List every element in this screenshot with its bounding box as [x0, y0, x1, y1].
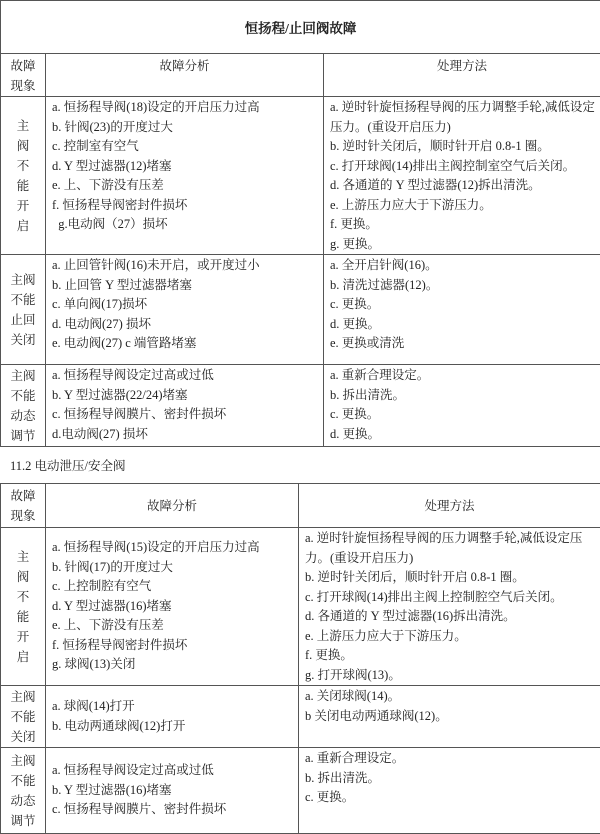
symptom-cell: [1, 97, 46, 255]
list-item: g.电动阀（27）损坏: [46, 215, 323, 235]
list-item: g. 更换。: [324, 235, 600, 255]
method-cell: [324, 255, 600, 365]
list-item: b. 清洗过滤器(12)。: [324, 276, 600, 296]
method-cell: [324, 365, 600, 447]
symptom-line: 故障: [1, 56, 45, 76]
table-row: [1, 97, 600, 255]
list-item: c. 打开球阀(14)排出主阀控制室空气后关闭。: [324, 157, 600, 177]
header-method: 处理方法: [299, 484, 600, 528]
symptom-line: 主阀: [1, 687, 45, 707]
list-item: c. 更换。: [299, 788, 600, 808]
header-symptom: [1, 54, 46, 97]
list-item: e. 电动阀(27) c 端管路堵塞: [46, 334, 323, 354]
list-item: e. 上、下游没有压差: [46, 176, 323, 196]
list-item: c. 控制室有空气: [46, 137, 323, 157]
list-item: a. 重新合理设定。: [299, 749, 600, 769]
symptom-cell: [1, 528, 46, 686]
header-method: 处理方法: [324, 54, 600, 97]
list-item: f. 恒扬程导阀密封件损坏: [46, 196, 323, 216]
symptom-line: 关闭: [1, 727, 45, 747]
list-item: a. 逆时针旋恒扬程导阀的压力调整手轮,减低设定压力。(重设开启压力): [299, 529, 600, 568]
list-item: a. 恒扬程导阀(15)设定的开启压力过高: [46, 538, 298, 558]
symptom-line: 不能: [1, 707, 45, 727]
symptom-line: 不: [1, 156, 45, 176]
symptom-line: 阀: [1, 136, 45, 156]
list-item: f. 更换。: [324, 215, 600, 235]
list-item: a. 球阀(14)打开: [46, 697, 298, 717]
header-analysis: 故障分析: [46, 54, 324, 97]
list-item: c. 单向阀(17)损坏: [46, 295, 323, 315]
table-title: 恒扬程/止回阀故障: [1, 1, 600, 54]
list-item: d.电动阀(27) 损坏: [46, 425, 323, 445]
method-cell: [299, 686, 600, 748]
list-item: e. 更换或清洗: [324, 334, 600, 354]
list-item: b. 拆出清洗。: [299, 769, 600, 789]
list-item: g. 打开球阀(13)。: [299, 666, 600, 686]
list-item: d. Y 型过滤器(16)堵塞: [46, 597, 298, 617]
list-item: d. 电动阀(27) 损坏: [46, 315, 323, 335]
symptom-line: 不: [1, 587, 45, 607]
list-item: a. 恒扬程导阀设定过高或过低: [46, 366, 323, 386]
symptom-cell: [1, 365, 46, 447]
symptom-line: 主阀: [1, 366, 45, 386]
list-item: a. 止回管针阀(16)未开启，或开度过小: [46, 256, 323, 276]
table-row: [1, 255, 600, 365]
analysis-cell: [46, 528, 299, 686]
symptom-line: 启: [1, 216, 45, 236]
symptom-line: 关闭: [1, 330, 45, 350]
list-item: a. 逆时针旋恒扬程导阀的压力调整手轮,减低设定压力。(重设开启压力): [324, 98, 600, 137]
list-item: f. 更换。: [299, 646, 600, 666]
symptom-line: 阀: [1, 567, 45, 587]
analysis-cell: [46, 748, 299, 834]
analysis-cell: [46, 255, 324, 365]
list-item: b. Y 型过滤器(16)堵塞: [46, 781, 298, 801]
header-analysis: 故障分析: [46, 484, 299, 528]
list-item: f. 恒扬程导阀密封件损坏: [46, 636, 298, 656]
list-item: c. 更换。: [324, 405, 600, 425]
symptom-line: 能: [1, 607, 45, 627]
section-heading: 11.2 电动泄压/安全阀: [10, 456, 126, 474]
symptom-line: 开: [1, 196, 45, 216]
symptom-cell: [1, 686, 46, 748]
list-item: c. 恒扬程导阀膜片、密封件损坏: [46, 800, 298, 820]
list-item: e. 上游压力应大于下游压力。: [324, 196, 600, 216]
list-item: g. 球阀(13)关闭: [46, 655, 298, 675]
symptom-line: 不能: [1, 290, 45, 310]
symptom-line: 不能: [1, 386, 45, 406]
list-item: c. 更换。: [324, 295, 600, 315]
symptom-line: 调节: [1, 811, 45, 831]
symptom-line: 主: [1, 116, 45, 136]
method-cell: [299, 528, 600, 686]
list-item: a. 关闭球阀(14)。: [299, 687, 600, 707]
fault-table-relief-valve: [0, 483, 600, 834]
method-cell: [324, 97, 600, 255]
symptom-cell: [1, 748, 46, 834]
list-item: e. 上、下游没有压差: [46, 616, 298, 636]
list-item: a. 全开启针阀(16)。: [324, 256, 600, 276]
list-item: d. Y 型过滤器(12)堵塞: [46, 157, 323, 177]
list-item: b. 拆出清洗。: [324, 386, 600, 406]
symptom-line: 动态: [1, 406, 45, 426]
symptom-line: 动态: [1, 791, 45, 811]
list-item: a. 重新合理设定。: [324, 366, 600, 386]
analysis-cell: [46, 365, 324, 447]
table-row: [1, 748, 600, 834]
symptom-line: 开: [1, 627, 45, 647]
analysis-cell: [46, 686, 299, 748]
list-item: d. 更换。: [324, 425, 600, 445]
header-symptom: [1, 484, 46, 528]
symptom-line: 能: [1, 176, 45, 196]
analysis-cell: [46, 97, 324, 255]
list-item: d. 各通道的 Y 型过滤器(16)拆出清洗。: [299, 607, 600, 627]
symptom-line: 止回: [1, 310, 45, 330]
list-item: d. 各通道的 Y 型过滤器(12)拆出清洗。: [324, 176, 600, 196]
list-item: e. 上游压力应大于下游压力。: [299, 627, 600, 647]
symptom-line: 调节: [1, 426, 45, 446]
method-cell: [299, 748, 600, 834]
list-item: b. 电动两通球阀(12)打开: [46, 717, 298, 737]
list-item: c. 上控制腔有空气: [46, 577, 298, 597]
table-row: [1, 528, 600, 686]
list-item: a. 恒扬程导阀(18)设定的开启压力过高: [46, 98, 323, 118]
symptom-line: 启: [1, 647, 45, 667]
list-item: b. 止回管 Y 型过滤器堵塞: [46, 276, 323, 296]
list-item: b. 针阀(23)的开度过大: [46, 118, 323, 138]
list-item: b. 针阀(17)的开度过大: [46, 558, 298, 578]
list-item: b 关闭电动两通球阀(12)。: [299, 707, 600, 727]
list-item: b. 逆时针关闭后，顺时针开启 0.8-1 圈。: [299, 568, 600, 588]
list-item: c. 打开球阀(14)排出主阀上控制腔空气后关闭。: [299, 588, 600, 608]
symptom-cell: [1, 255, 46, 365]
list-item: b. 逆时针关闭后，顺时针开启 0.8-1 圈。: [324, 137, 600, 157]
list-item: b. Y 型过滤器(22/24)堵塞: [46, 386, 323, 406]
list-item: c. 恒扬程导阀膜片、密封件损坏: [46, 405, 323, 425]
list-item: a. 恒扬程导阀设定过高或过低: [46, 761, 298, 781]
symptom-line: 现象: [1, 506, 45, 526]
symptom-line: 主: [1, 547, 45, 567]
table-row: [1, 686, 600, 748]
table-row: [1, 365, 600, 447]
symptom-line: 故障: [1, 486, 45, 506]
list-item: d. 更换。: [324, 315, 600, 335]
symptom-line: 不能: [1, 771, 45, 791]
symptom-line: 现象: [1, 76, 45, 96]
symptom-line: 主阀: [1, 751, 45, 771]
symptom-line: 主阀: [1, 270, 45, 290]
